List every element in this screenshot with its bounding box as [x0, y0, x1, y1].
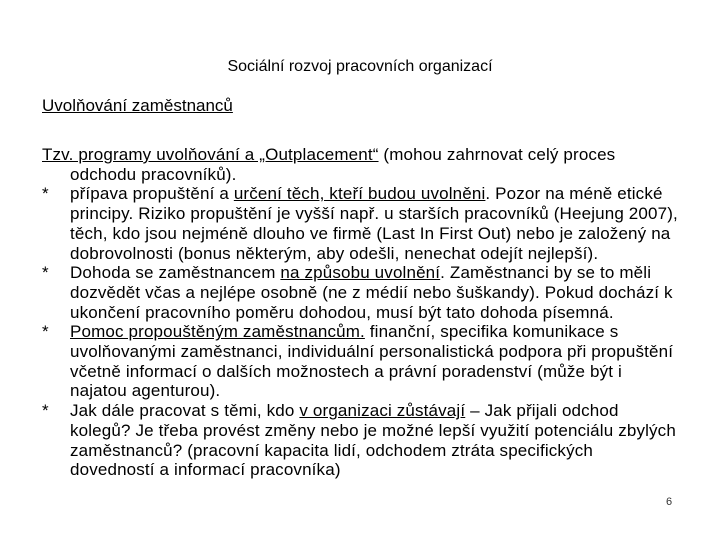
intro-paragraph: [42, 145, 682, 184]
bullet-text: finanční, specifika komunikace s uvolňovanými zaměstnanci, individuální personalistická podpora při propuštění včetně informací o dalších možnostech a právní poradenství (může být i najatou agenturou).: [70, 322, 674, 401]
bullet-text: Dohoda se zaměstnancem: [70, 263, 281, 283]
bullet-underlined: na způsobu uvolnění: [280, 263, 441, 283]
bullet-item: [42, 322, 682, 401]
bullet-text: přípava propuštění a: [70, 184, 234, 204]
bullet-marker: *: [42, 401, 49, 421]
content-body: [42, 145, 682, 480]
intro-rest: (mohou zahrnovat celý proces odchodu pracovníků).: [70, 145, 616, 184]
bullet-marker: *: [42, 322, 49, 342]
bullet-text: . Zaměstnanci by se to měli dozvědět včas a nejlépe osobně (ne z médií nebo šuškandy). Pokud dochází k ukončení pracovního poměru dohodou, musí být tato dohoda písemná.: [70, 263, 673, 322]
bullet-text: Jak dále pracovat s těmi, kdo: [70, 401, 300, 421]
bullet-underlined: určení těch, kteří budou uvolněni: [233, 184, 486, 204]
page-title: Sociální rozvoj pracovních organizací: [227, 58, 493, 75]
bullet-text: . Pozor na méně etické principy. Riziko propuštění je vyšší např. u starších pracovníků (Heejung 2007), těch, kdo jsou nejméně dlouho ve firmě (Last In First Out) nebo je založený na dobrovolnosti (bonus některým, aby odešli, nenechat odejít nejlepší).: [70, 184, 678, 263]
intro-lead: Tzv. programy uvolňování a „Outplacement“: [42, 145, 379, 164]
bullet-item: [42, 401, 682, 480]
bullet-underlined: v organizaci zůstávají: [299, 401, 466, 421]
bullet-marker: *: [42, 184, 49, 204]
section-heading: Uvolňování zaměstnanců: [42, 96, 233, 115]
bullet-item: [42, 263, 682, 322]
bullet-text: – Jak přijali odchod kolegů? Je třeba provést změny nebo je možné lepší využití potenciálu zbylých zaměstnanců? (pracovní kapacita lidí, odchodem ztráta specifických dovedností a informací pracovníka): [70, 401, 676, 480]
bullet-marker: *: [42, 263, 49, 283]
bullet-item: [42, 184, 682, 263]
page-number: 6: [666, 496, 673, 508]
bullet-underlined: Pomoc propouštěným zaměstnancům.: [70, 322, 365, 342]
